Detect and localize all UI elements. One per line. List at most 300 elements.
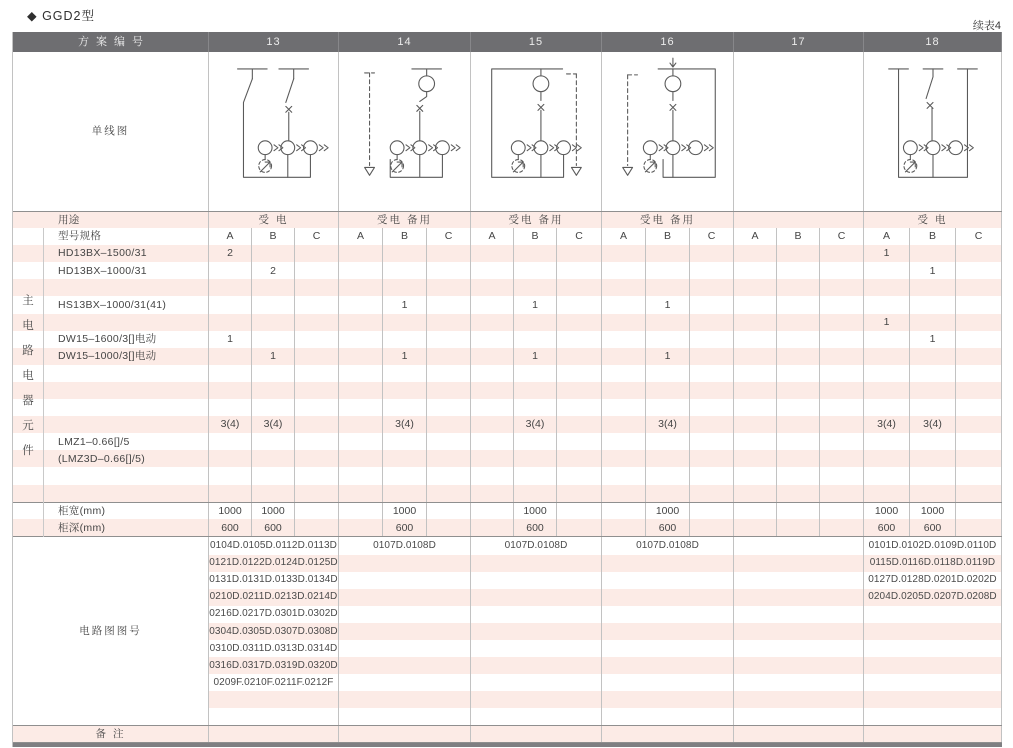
- component-cell: [690, 279, 734, 296]
- component-row: [13, 279, 1002, 296]
- phase-header-16-A: A: [602, 228, 646, 245]
- component-cell: [910, 296, 956, 313]
- component-cell: [734, 467, 777, 484]
- component-cell: [514, 485, 557, 502]
- component-cell: [690, 331, 734, 348]
- component-cell: [602, 416, 646, 433]
- circuit-code-line: [471, 589, 601, 606]
- dimension-cell: 600: [252, 519, 295, 536]
- component-cell: [471, 245, 514, 262]
- circuit-code-line: [471, 691, 601, 708]
- component-row: [13, 485, 1002, 502]
- component-cell: [471, 433, 514, 450]
- bottom-bar: [13, 742, 1002, 747]
- component-cell: [690, 365, 734, 382]
- component-cell: [295, 348, 339, 365]
- component-label: [13, 399, 209, 416]
- component-cell: [820, 262, 864, 279]
- component-row: [13, 382, 1002, 399]
- component-cell: [777, 416, 820, 433]
- phase-header-15-A: A: [471, 228, 514, 245]
- component-cell: [209, 296, 252, 313]
- component-cell: [864, 348, 910, 365]
- component-cell: [383, 279, 427, 296]
- dimension-cell: [557, 519, 602, 536]
- component-cell: [383, 399, 427, 416]
- component-cell: [734, 331, 777, 348]
- component-cell: [690, 450, 734, 467]
- scheme-header-16: 16: [602, 32, 734, 52]
- dimension-cell: [295, 503, 339, 520]
- component-cell: [427, 262, 471, 279]
- component-cell: [383, 331, 427, 348]
- component-cell: [471, 348, 514, 365]
- circuit-code-line: [471, 708, 601, 725]
- circuit-code-line: 0101D.0102D.0109D.0110D: [868, 540, 997, 552]
- component-cell: [956, 416, 1002, 433]
- continuation-table-label: 续表4: [972, 20, 1001, 32]
- circuit-code-line: 0209F.0210F.0211F.0212F: [213, 676, 334, 688]
- component-cell: [295, 262, 339, 279]
- component-cell: 3(4): [209, 416, 252, 433]
- component-cell: [956, 279, 1002, 296]
- circuit-code-line: [471, 572, 601, 589]
- component-cell: 1: [646, 348, 690, 365]
- circuit-code-line: [209, 708, 338, 725]
- component-cell: [777, 450, 820, 467]
- component-cell: [557, 382, 602, 399]
- single-line-diagram-row: [13, 52, 1002, 211]
- circuit-codes-col-18: [864, 537, 1002, 725]
- component-cell: [514, 433, 557, 450]
- component-cell: [956, 245, 1002, 262]
- component-row: [13, 365, 1002, 382]
- circuit-code-line: 0131D.0131D.0133D.0134D: [209, 574, 338, 586]
- circuit-code-line: 0204D.0205D.0207D.0208D: [864, 589, 1001, 606]
- component-label: LMZ1–0.66[]/5: [13, 433, 209, 450]
- dimension-cell: 600: [864, 519, 910, 536]
- component-cell: [471, 485, 514, 502]
- component-row: [13, 467, 1002, 484]
- circuit-code-line: [339, 589, 470, 606]
- remark-cell-18: [864, 726, 1002, 742]
- dimension-cell: [602, 519, 646, 536]
- remark-row: [13, 725, 1002, 742]
- diagram-cell-15: [471, 52, 602, 211]
- dimension-cell: [734, 519, 777, 536]
- dimension-cell: 1000: [646, 503, 690, 520]
- dimension-cell: [557, 503, 602, 520]
- component-cell: [646, 433, 690, 450]
- component-cell: [383, 262, 427, 279]
- component-cell: [209, 433, 252, 450]
- component-cell: [295, 416, 339, 433]
- dimension-cell: [956, 503, 1002, 520]
- component-label: DW15–1600/3[]电动: [13, 331, 209, 348]
- dimension-cell: [777, 519, 820, 536]
- phase-header-15-C: C: [557, 228, 602, 245]
- component-row: [13, 262, 1002, 279]
- usage-cell-18: 受 电: [864, 212, 1002, 228]
- component-cell: [339, 314, 383, 331]
- remark-cell-16: [602, 726, 734, 742]
- circuit-code-line: [339, 572, 470, 589]
- component-cell: [252, 399, 295, 416]
- circuit-code-line: [471, 555, 601, 572]
- component-cell: [339, 348, 383, 365]
- component-cell: [690, 467, 734, 484]
- scheme-header-18: 18: [864, 32, 1002, 52]
- component-cell: [910, 314, 956, 331]
- side-label-char: 电: [22, 320, 34, 332]
- component-cell: [777, 262, 820, 279]
- usage-cell-16: 受电 备用: [602, 212, 734, 228]
- component-cell: [514, 314, 557, 331]
- dimension-cell: [777, 503, 820, 520]
- component-cell: [209, 450, 252, 467]
- component-cell: [646, 467, 690, 484]
- component-cell: [339, 279, 383, 296]
- circuit-code-line: [734, 640, 863, 657]
- component-cell: [734, 348, 777, 365]
- circuit-code-line: [471, 657, 601, 674]
- component-cell: [777, 348, 820, 365]
- circuit-code-line: [734, 657, 863, 674]
- usage-row: [13, 211, 1002, 228]
- circuit-code-line: [602, 606, 733, 623]
- component-label: HD13BX–1000/31: [13, 262, 209, 279]
- component-cell: [602, 296, 646, 313]
- component-cell: [602, 450, 646, 467]
- component-cell: 1: [209, 331, 252, 348]
- component-label: DW15–1000/3[]电动: [13, 348, 209, 365]
- component-cell: [820, 433, 864, 450]
- circuit-code-line: [602, 691, 733, 708]
- component-row: [13, 296, 1002, 313]
- component-cell: [734, 485, 777, 502]
- component-cell: [734, 262, 777, 279]
- component-row: [13, 416, 1002, 433]
- circuit-code-line: [209, 691, 338, 708]
- component-cell: [864, 467, 910, 484]
- component-cell: [557, 279, 602, 296]
- remark-cell-15: [471, 726, 602, 742]
- component-cell: [209, 262, 252, 279]
- circuit-code-line: 0107D.0108D: [504, 540, 568, 552]
- component-cell: [690, 262, 734, 279]
- component-label: [13, 279, 209, 296]
- component-cell: [209, 279, 252, 296]
- circuit-code-line: 0127D.0128D.0201D.0202D: [868, 574, 997, 586]
- circuit-code-line: [734, 691, 863, 708]
- component-row: [13, 314, 1002, 331]
- phase-header-16-B: B: [646, 228, 690, 245]
- component-cell: [602, 314, 646, 331]
- component-cell: [602, 433, 646, 450]
- plan-number-header-row: [13, 32, 1002, 52]
- component-cell: [209, 485, 252, 502]
- circuit-code-line: [471, 606, 601, 623]
- component-cell: [956, 314, 1002, 331]
- dimension-cell: [295, 519, 339, 536]
- component-cell: [557, 331, 602, 348]
- component-cell: [734, 365, 777, 382]
- component-cell: [820, 365, 864, 382]
- component-cell: [777, 485, 820, 502]
- single-line-diagram-18: [869, 53, 997, 210]
- phase-header-13-C: C: [295, 228, 339, 245]
- component-cell: [427, 399, 471, 416]
- circuit-code-line: [602, 623, 733, 640]
- component-cell: [557, 314, 602, 331]
- circuit-code-line: [864, 623, 1001, 640]
- side-label-char: 电: [22, 370, 34, 382]
- component-cell: [602, 399, 646, 416]
- side-label-char: 主: [22, 295, 34, 307]
- circuit-code-line: 0104D.0105D.0112D.0113D: [209, 540, 338, 552]
- component-cell: [602, 245, 646, 262]
- phase-header-14-A: A: [339, 228, 383, 245]
- component-cell: 3(4): [383, 416, 427, 433]
- component-cell: [777, 314, 820, 331]
- component-cell: [690, 314, 734, 331]
- scheme-header-14: 14: [339, 32, 471, 52]
- component-cell: [471, 365, 514, 382]
- phase-header-18-A: A: [864, 228, 910, 245]
- component-cell: [295, 331, 339, 348]
- circuit-code-line: 0107D.0108D: [636, 540, 699, 552]
- component-cell: [864, 296, 910, 313]
- diagram-cell-13: [209, 52, 339, 211]
- component-label: HD13BX–1500/31: [13, 245, 209, 262]
- component-cell: [514, 450, 557, 467]
- component-cell: 1: [646, 296, 690, 313]
- single-line-diagram-13: [210, 53, 338, 210]
- component-row: [13, 399, 1002, 416]
- component-cell: 1: [514, 296, 557, 313]
- component-cell: [602, 262, 646, 279]
- circuit-code-line: [339, 606, 470, 623]
- component-cell: [557, 485, 602, 502]
- component-cell: [864, 382, 910, 399]
- component-cell: [690, 348, 734, 365]
- circuit-code-line: [339, 640, 470, 657]
- usage-cell-17: [734, 212, 864, 228]
- component-cell: 3(4): [514, 416, 557, 433]
- component-cell: 1: [252, 348, 295, 365]
- component-cell: [602, 348, 646, 365]
- circuit-code-line: [471, 640, 601, 657]
- circuit-code-line: [602, 708, 733, 725]
- component-cell: [514, 399, 557, 416]
- dimension-cell: [820, 503, 864, 520]
- dimension-cell: 600: [514, 519, 557, 536]
- component-cell: [252, 296, 295, 313]
- component-cell: [690, 296, 734, 313]
- component-cell: [427, 416, 471, 433]
- component-cell: [602, 279, 646, 296]
- circuit-code-line: [734, 589, 863, 606]
- component-cell: [252, 365, 295, 382]
- component-cell: [514, 467, 557, 484]
- component-cell: [514, 279, 557, 296]
- circuit-codes-col-16: [602, 537, 734, 725]
- component-cell: [956, 433, 1002, 450]
- component-cell: [864, 262, 910, 279]
- scheme-header-17: 17: [734, 32, 864, 52]
- circuit-code-line: [602, 640, 733, 657]
- circuit-code-line: [471, 674, 601, 691]
- circuit-code-line: [864, 691, 1001, 708]
- circuit-code-line: [734, 555, 863, 572]
- component-cell: [734, 279, 777, 296]
- component-cell: [956, 365, 1002, 382]
- component-cell: [471, 279, 514, 296]
- circuit-code-line: [602, 555, 733, 572]
- component-cell: [864, 331, 910, 348]
- circuit-codes-block: [13, 536, 1002, 725]
- component-cell: [427, 433, 471, 450]
- circuit-code-line: [864, 606, 1001, 623]
- component-cell: 2: [252, 262, 295, 279]
- phase-header-14-B: B: [383, 228, 427, 245]
- phase-header-14-C: C: [427, 228, 471, 245]
- component-label: [13, 416, 209, 433]
- component-cell: [602, 485, 646, 502]
- component-cell: [427, 485, 471, 502]
- component-cell: [602, 365, 646, 382]
- component-cell: [646, 382, 690, 399]
- component-cell: [910, 245, 956, 262]
- circuit-code-line: [339, 623, 470, 640]
- dimension-cell: [471, 503, 514, 520]
- component-cell: [557, 296, 602, 313]
- component-cell: [864, 485, 910, 502]
- component-cell: [339, 399, 383, 416]
- side-label-char: 件: [22, 445, 34, 457]
- component-cell: 3(4): [252, 416, 295, 433]
- component-cell: [777, 296, 820, 313]
- component-cell: [557, 467, 602, 484]
- cabinet-depth-row: [13, 519, 1002, 536]
- component-cell: [557, 399, 602, 416]
- phase-header-15-B: B: [514, 228, 557, 245]
- circuit-code-line: [864, 674, 1001, 691]
- phase-header-18-C: C: [956, 228, 1002, 245]
- component-label: (LMZ3D–0.66[]/5): [13, 450, 209, 467]
- phase-header-13-B: B: [252, 228, 295, 245]
- dimension-cell: 1000: [864, 503, 910, 520]
- circuit-code-line: [864, 657, 1001, 674]
- component-cell: [471, 331, 514, 348]
- component-cell: [252, 450, 295, 467]
- dimension-cell: [956, 519, 1002, 536]
- component-cell: [690, 433, 734, 450]
- component-cell: [777, 245, 820, 262]
- component-cell: [646, 314, 690, 331]
- circuit-code-line: [339, 708, 470, 725]
- component-cell: [864, 399, 910, 416]
- component-cell: [295, 433, 339, 450]
- component-cell: [471, 450, 514, 467]
- component-cell: [383, 467, 427, 484]
- dimension-cell: 600: [646, 519, 690, 536]
- component-cell: [690, 485, 734, 502]
- component-cell: [820, 467, 864, 484]
- component-cell: [427, 467, 471, 484]
- component-cell: [910, 365, 956, 382]
- component-cell: [339, 382, 383, 399]
- component-cell: [910, 467, 956, 484]
- dimension-cell: [690, 519, 734, 536]
- component-cell: [383, 314, 427, 331]
- component-cell: [427, 348, 471, 365]
- component-cell: [646, 485, 690, 502]
- component-cell: [514, 245, 557, 262]
- component-cell: [820, 296, 864, 313]
- component-cell: [471, 296, 514, 313]
- component-cell: [383, 450, 427, 467]
- component-cell: [646, 279, 690, 296]
- circuit-code-line: [602, 657, 733, 674]
- component-label: HS13BX–1000/31(41): [13, 296, 209, 313]
- component-cell: [514, 331, 557, 348]
- component-cell: [209, 399, 252, 416]
- circuit-codes-col-17: [734, 537, 864, 725]
- dimension-cell: [690, 503, 734, 520]
- side-label-char: 路: [22, 345, 34, 357]
- circuit-code-line: 0210D.0211D.0213D.0214D: [209, 589, 338, 606]
- component-cell: [864, 450, 910, 467]
- component-label: [13, 467, 209, 484]
- component-cell: [956, 331, 1002, 348]
- component-cell: [383, 485, 427, 502]
- dimension-label: 柜深(mm): [13, 519, 209, 536]
- component-cell: [734, 433, 777, 450]
- component-cell: [690, 382, 734, 399]
- component-cell: [427, 245, 471, 262]
- single-line-diagram-16: [604, 53, 732, 210]
- circuit-code-line: [734, 674, 863, 691]
- component-cell: [956, 399, 1002, 416]
- component-cell: [820, 399, 864, 416]
- scheme-header-13: 13: [209, 32, 339, 52]
- component-cell: [209, 348, 252, 365]
- dimension-cell: 1000: [383, 503, 427, 520]
- component-cell: [209, 382, 252, 399]
- component-cell: [777, 467, 820, 484]
- component-cell: [820, 416, 864, 433]
- component-cell: 1: [910, 262, 956, 279]
- phase-header-17-C: C: [820, 228, 864, 245]
- component-cell: [383, 245, 427, 262]
- component-cell: [956, 382, 1002, 399]
- component-cell: [295, 296, 339, 313]
- component-cell: [427, 279, 471, 296]
- component-cell: [910, 348, 956, 365]
- diagram-cell-18: [864, 52, 1002, 211]
- component-cell: [956, 485, 1002, 502]
- side-label-char: 器: [22, 395, 34, 407]
- component-cell: [295, 485, 339, 502]
- component-cell: [777, 365, 820, 382]
- page-title: ◆ GGD2型: [27, 9, 96, 23]
- component-cell: [956, 296, 1002, 313]
- circuit-code-line: [734, 623, 863, 640]
- component-cell: [295, 382, 339, 399]
- component-cell: [339, 296, 383, 313]
- circuit-codes-col-14: [339, 537, 471, 725]
